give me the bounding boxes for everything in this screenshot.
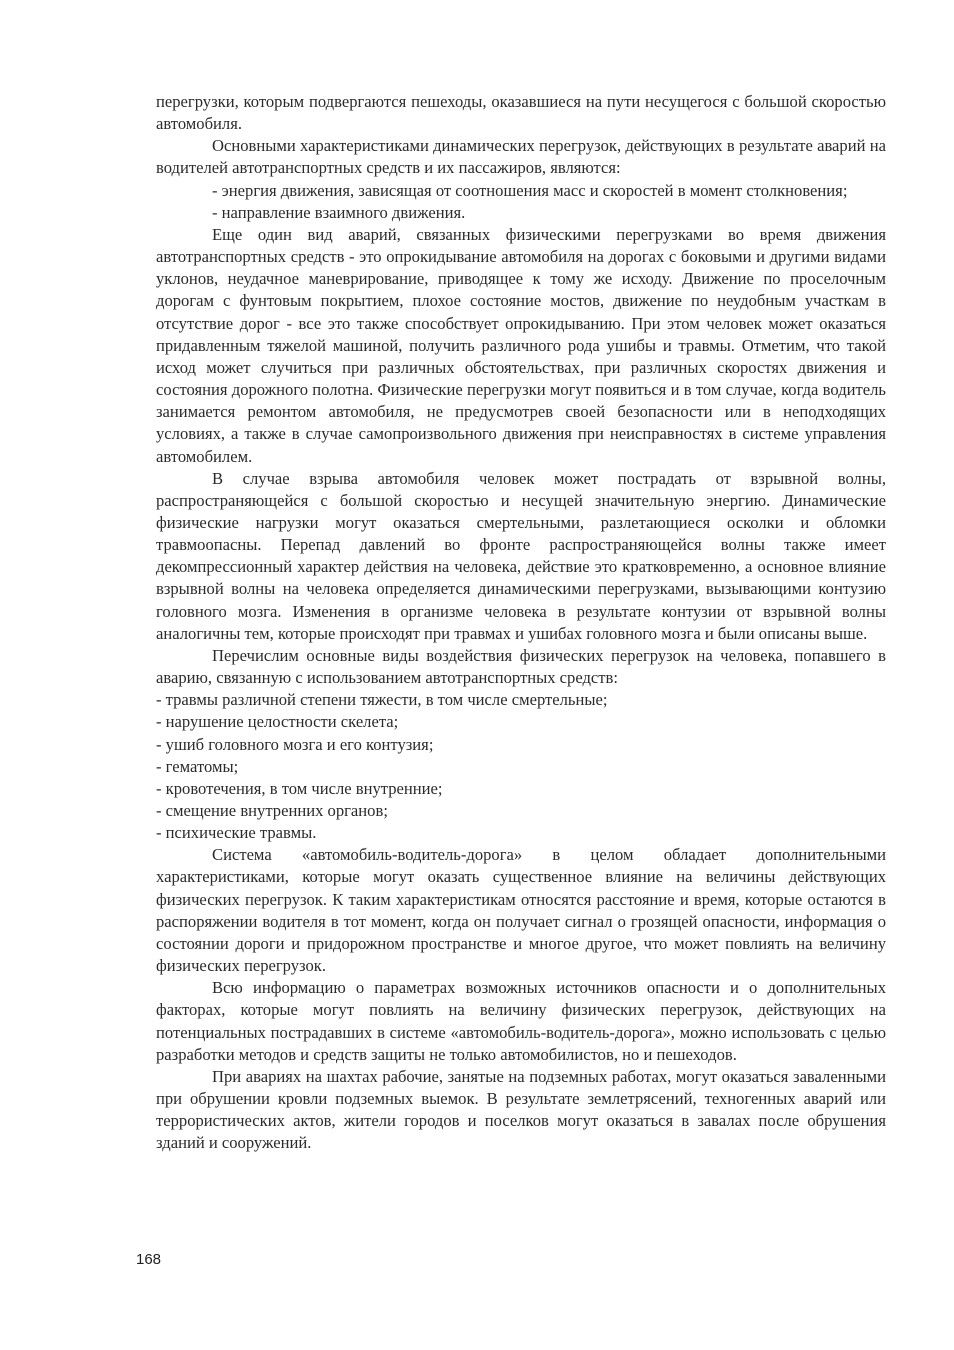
page-body — [156, 91, 886, 1155]
list-item: - травмы различной степени тяжести, в том числе смертельные; — [156, 690, 608, 710]
paragraph: - направление взаимного движения. — [212, 202, 466, 222]
page-number: 168 — [136, 1251, 162, 1268]
paragraph: - энергия движения, зависящая от соотношения масс и скоростей в момент столкновения; — [212, 180, 848, 200]
paragraph: При авариях на шахтах рабочие, занятые на подземных работах, могут оказаться заваленными при обрушении кровли подземных выемок. В результате землетрясений, техногенных аварий или террористических актов, жители городов и поселков могут оказаться в завалах после обрушения зданий и сооружений. — [156, 1066, 886, 1153]
list-item: - смещение внутренних органов; — [156, 801, 388, 820]
list-item: - кровотечения, в том числе внутренние; — [156, 778, 443, 798]
paragraph: В случае взрыва автомобиля человек может пострадать от взрывной волны, распространяющейся с большой скоростью и несущей значительную энергию. Динамические физические нагрузки могут оказаться смертельными, разлетающиеся осколки и обломки травмоопасны. Перепад давлений во фронте распространяющейся волны также имеет декомпрессионный характер действия на человека, действие это кратковременно, а основное влияние взрывной волны на человека определяется динамическими перегрузками, вызывающими контузию головного мозга. Изменения в организме человека в результате контузии от взрывной волны аналогичны тем, которые происходят при травмах и ушибах головного мозга и были описаны выше. — [156, 468, 886, 643]
list-item: - гематомы; — [156, 756, 239, 776]
paragraph: Система «автомобиль-водитель-дорога» в целом обладает дополнительными характеристиками, которые могут оказать существенное влияние на величины действующих физических перегрузок. К таким характеристикам относятся расстояние и время, которые остаются в распоряжении водителя в тот момент, когда он получает сигнал о грозящей опасности, информация о состоянии дороги и придорожном пространстве и многое другое, что может повлиять на величину физических перегрузок. — [156, 845, 886, 976]
paragraph: Основными характеристиками динамических перегрузок, действующих в результате аварий на водителей автотранспортных средств и их пассажиров, являются: — [156, 136, 886, 178]
list-item: - ушиб головного мозга и его контузия; — [156, 734, 434, 754]
list-item: - нарушение целостности скелета; — [156, 712, 399, 732]
paragraph: Еще один вид аварий, связанных физическими перегрузками во время движения автотранспортных средств - это опрокидывание автомобиля на дорогах с боковыми и другими видами уклонов, неудачное маневрирование, приводящее к тому же исходу. Движение по проселочным дорогам с фунтовым покрытием, плохое состояние мостов, движение по неудобным участкам в отсутствие дорог - все это также способствует опрокидыванию. При этом человек может оказаться придавленным тяжелой машиной, получить различного рода ушибы и травмы. Отметим, что такой исход может случиться при различных обстоятельствах, при различных скоростях движения и состояния дорожного полотна. Физические перегрузки могут появиться и в том случае, когда водитель занимается ремонтом автомобиля, не предусмотрев своей безопасности или в неподходящих условиях, а также в случае самопроизвольного движения при неисправностях в системе управления автомобилем. — [156, 224, 886, 466]
list-item: - психические травмы. — [156, 823, 317, 843]
paragraph: Перечислим основные виды воздействия физических перегрузок на человека, попавшего в аварию, связанную с использованием автотранспортных средств: — [156, 645, 886, 688]
paragraph: перегрузки, которым подвергаются пешеходы, оказавшиеся на пути несущегося с большой скоростью автомобиля. — [156, 92, 886, 134]
paragraph: Всю информацию о параметрах возможных источников опасности и о дополнительных факторах, которые могут повлиять на величину физических перегрузок, действующих на потенциальных пострадавших в системе «автомобиль-водитель-дорога», можно использовать с целью разработки методов и средств защиты не только автомобилистов, но и пешеходов. — [156, 978, 886, 1064]
